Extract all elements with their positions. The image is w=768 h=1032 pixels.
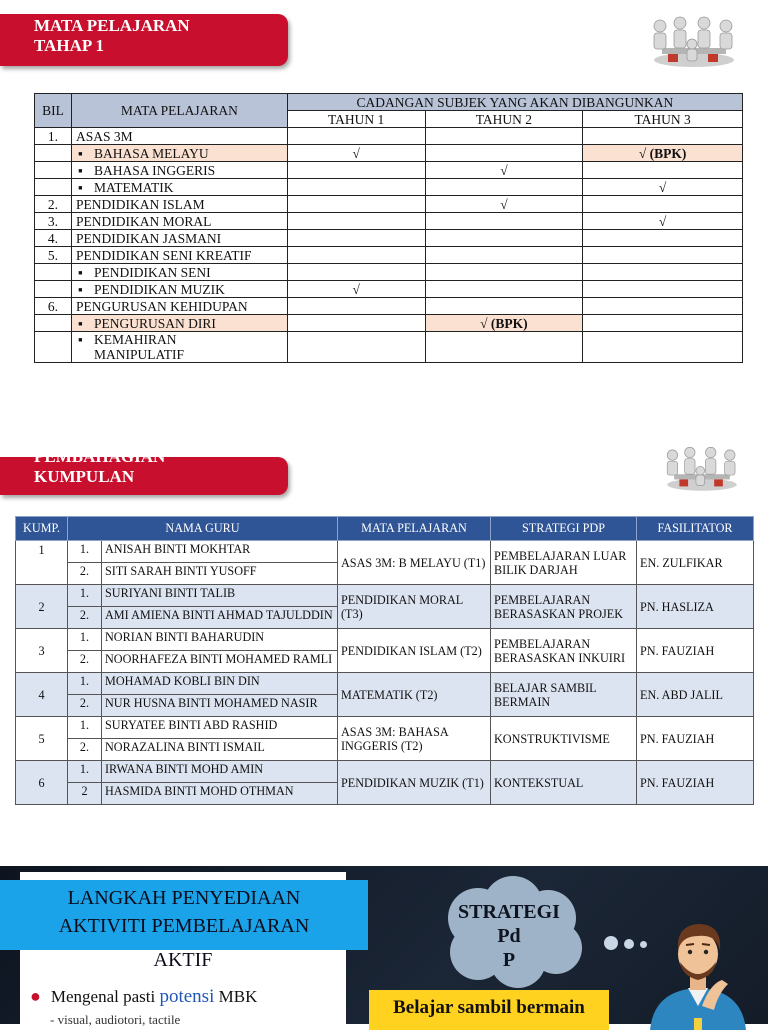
cell-t2 bbox=[425, 247, 583, 264]
cell-strategy: PEMBELAJARAN BERASASKAN INKUIRI bbox=[491, 629, 637, 673]
cell-t2 bbox=[425, 145, 583, 162]
title-line: TAHAP 1 bbox=[34, 36, 105, 55]
cell-t1 bbox=[287, 179, 425, 196]
cell-t2 bbox=[425, 264, 583, 281]
cell-t1 bbox=[287, 196, 425, 213]
cell-strategy: KONTEKSTUAL bbox=[491, 761, 637, 805]
cell-member-name: IRWANA BINTI MOHD AMIN bbox=[102, 761, 338, 783]
bullet-text: Mengenal pasti bbox=[50, 987, 160, 1006]
cell-t1 bbox=[287, 247, 425, 264]
square-bullet-icon: ▪ bbox=[77, 332, 83, 347]
cell-t2 bbox=[425, 298, 583, 315]
square-bullet-icon: ▪ bbox=[77, 315, 83, 331]
cell-bil bbox=[35, 264, 72, 281]
cell-t3 bbox=[583, 281, 743, 298]
cell-t1 bbox=[287, 298, 425, 315]
bullet-subtext: - visual, audiotori, tactile bbox=[50, 1012, 181, 1027]
square-bullet-icon: ▪ bbox=[77, 162, 83, 178]
cloud-line: STRATEGI bbox=[458, 901, 560, 923]
table-row bbox=[35, 196, 743, 213]
cell-strategy: PEMBELAJARAN BERASASKAN PROJEK bbox=[491, 585, 637, 629]
cell-kump: 2 bbox=[16, 585, 68, 629]
cell-bil bbox=[35, 179, 72, 196]
cell-member-no: 2. bbox=[68, 695, 102, 717]
cell-subject bbox=[71, 298, 287, 315]
cell-member-name: NORAZALINA BINTI ISMAIL bbox=[102, 739, 338, 761]
cell-t3 bbox=[583, 196, 743, 213]
square-bullet-icon: ▪ bbox=[77, 281, 83, 297]
cell-member-name: NORIAN BINTI BAHARUDIN bbox=[102, 629, 338, 651]
cell-facilitator: EN. ABD JALIL bbox=[637, 673, 754, 717]
cell-t1 bbox=[287, 315, 425, 332]
cell-subject bbox=[71, 264, 287, 281]
cell-member-name: ANISAH BINTI MOKHTAR bbox=[102, 541, 338, 563]
cell-strategy: KONSTRUKTIVISME bbox=[491, 717, 637, 761]
cell-subject bbox=[71, 247, 287, 264]
cell-member-no: 2. bbox=[68, 739, 102, 761]
cell-member-no: 2. bbox=[68, 651, 102, 673]
table-row bbox=[35, 230, 743, 247]
table-row bbox=[16, 629, 754, 651]
cell-subject bbox=[71, 128, 287, 145]
strategy-label-box: Belajar sambil bermain bbox=[369, 990, 609, 1030]
subject-label: PENDIDIKAN SENI bbox=[93, 264, 211, 280]
cell-t2: √ (BPK) bbox=[425, 315, 583, 332]
cell-t3: √ (BPK) bbox=[583, 145, 743, 162]
cell-t1 bbox=[287, 128, 425, 145]
cell-member-no: 2. bbox=[68, 563, 102, 585]
subject-label: PENGURUSAN DIRI bbox=[93, 315, 216, 331]
cell-t3 bbox=[583, 298, 743, 315]
cell-bil: 3. bbox=[35, 213, 72, 230]
cell-bil: 6. bbox=[35, 298, 72, 315]
cell-facilitator: PN. FAUZIAH bbox=[637, 629, 754, 673]
cell-subject bbox=[71, 162, 287, 179]
cell-member-no: 2 bbox=[68, 783, 102, 805]
cell-strategy: PEMBELAJARAN LUAR BILIK DARJAH bbox=[491, 541, 637, 585]
cell-t1: √ bbox=[287, 145, 425, 162]
col-header-subject: MATA PELAJARAN bbox=[71, 94, 287, 128]
cell-member-no: 1. bbox=[68, 761, 102, 783]
cell-subject bbox=[71, 230, 287, 247]
table-row bbox=[16, 673, 754, 695]
cell-subject bbox=[71, 315, 287, 332]
cell-bil bbox=[35, 281, 72, 298]
cell-t1 bbox=[287, 230, 425, 247]
cell-t1: √ bbox=[287, 281, 425, 298]
cell-subject bbox=[71, 332, 287, 363]
square-bullet-icon: ▪ bbox=[77, 179, 83, 195]
cell-facilitator: PN. HASLIZA bbox=[637, 585, 754, 629]
cell-subject bbox=[71, 196, 287, 213]
cell-t3 bbox=[583, 128, 743, 145]
section-title-pembahagian-kumpulan bbox=[0, 447, 288, 495]
cell-t3: √ bbox=[583, 179, 743, 196]
subject-label: PENDIDIKAN MORAL bbox=[75, 213, 212, 229]
bullet-dot-icon: ● bbox=[30, 986, 41, 1006]
cell-member-name: NOORHAFEZA BINTI MOHAMED RAMLI bbox=[102, 651, 338, 673]
table-row bbox=[35, 128, 743, 145]
cell-bil: 1. bbox=[35, 128, 72, 145]
subject-label: KEMAHIRAN MANIPULATIF bbox=[93, 332, 184, 362]
cell-member-name: SURYATEE BINTI ABD RASHID bbox=[102, 717, 338, 739]
cell-subject: ASAS 3M: B MELAYU (T1) bbox=[338, 541, 491, 585]
cell-kump: 4 bbox=[16, 673, 68, 717]
square-bullet-icon: ▪ bbox=[77, 264, 83, 280]
people-meeting-icon bbox=[662, 444, 742, 494]
cell-t2 bbox=[425, 281, 583, 298]
table-row bbox=[35, 179, 743, 196]
table-row bbox=[35, 281, 743, 298]
cell-t2 bbox=[425, 179, 583, 196]
subject-label: PENDIDIKAN JASMANI bbox=[75, 230, 222, 246]
cell-member-name: MOHAMAD KOBLI BIN DIN bbox=[102, 673, 338, 695]
group-division-table bbox=[15, 516, 754, 805]
cell-bil: 5. bbox=[35, 247, 72, 264]
cloud-line: P bbox=[502, 949, 516, 971]
people-meeting-icon bbox=[648, 14, 740, 70]
cell-strategy: BELAJAR SAMBIL BERMAIN bbox=[491, 673, 637, 717]
cell-subject: PENDIDIKAN MUZIK (T1) bbox=[338, 761, 491, 805]
square-bullet-icon: ▪ bbox=[77, 145, 83, 161]
table-row bbox=[35, 332, 743, 363]
cell-t2 bbox=[425, 230, 583, 247]
cell-bil bbox=[35, 315, 72, 332]
col-header-mp: MATA PELAJARAN bbox=[338, 517, 491, 541]
subject-label: BAHASA INGGERIS bbox=[93, 162, 216, 178]
cell-t3 bbox=[583, 315, 743, 332]
table-row bbox=[35, 315, 743, 332]
cell-t3 bbox=[583, 247, 743, 264]
cell-subject bbox=[71, 281, 287, 298]
bullet-item bbox=[30, 986, 257, 1008]
cell-member-name: SITI SARAH BINTI YUSOFF bbox=[102, 563, 338, 585]
cell-t3 bbox=[583, 264, 743, 281]
table-row bbox=[35, 264, 743, 281]
cell-subject: ASAS 3M: BAHASA INGGERIS (T2) bbox=[338, 717, 491, 761]
table-row bbox=[35, 145, 743, 162]
title-line: PEMBAHAGIAN bbox=[34, 447, 166, 466]
cell-member-name: HASMIDA BINTI MOHD OTHMAN bbox=[102, 783, 338, 805]
cell-subject: PENDIDIKAN MORAL (T3) bbox=[338, 585, 491, 629]
col-header-group: CADANGAN SUBJEK YANG AKAN DIBANGUNKAN bbox=[287, 94, 742, 111]
table-row bbox=[35, 213, 743, 230]
subject-label: BAHASA MELAYU bbox=[93, 145, 209, 161]
cell-bil bbox=[35, 332, 72, 363]
cloud-label bbox=[448, 900, 570, 972]
subject-label: PENDIDIKAN ISLAM bbox=[75, 196, 205, 212]
cell-bil: 2. bbox=[35, 196, 72, 213]
col-header-guru: NAMA GURU bbox=[68, 517, 338, 541]
cloud-line: Pd bbox=[497, 925, 521, 947]
cell-t1 bbox=[287, 162, 425, 179]
table-row bbox=[35, 162, 743, 179]
col-header-kump: KUMP. bbox=[16, 517, 68, 541]
cell-member-no: 1. bbox=[68, 673, 102, 695]
cell-member-no: 1. bbox=[68, 629, 102, 651]
thinking-man-icon bbox=[640, 910, 756, 1030]
cell-member-name: AMI AMIENA BINTI AHMAD TAJULDDIN bbox=[102, 607, 338, 629]
cell-t2 bbox=[425, 332, 583, 363]
cell-kump: 5 bbox=[16, 717, 68, 761]
subject-label: PENDIDIKAN MUZIK bbox=[93, 281, 225, 297]
steps-title-box bbox=[0, 880, 368, 950]
cell-t1 bbox=[287, 264, 425, 281]
subject-label: PENDIDIKAN SENI KREATIF bbox=[75, 247, 252, 263]
cell-bil: 4. bbox=[35, 230, 72, 247]
cell-kump: 6 bbox=[16, 761, 68, 805]
cell-t2: √ bbox=[425, 196, 583, 213]
table-row bbox=[16, 541, 754, 563]
cell-member-no: 1. bbox=[68, 585, 102, 607]
col-header-fasilitator: FASILITATOR bbox=[637, 517, 754, 541]
bullet-text: MBK bbox=[214, 987, 258, 1006]
col-header-strategi: STRATEGI PDP bbox=[491, 517, 637, 541]
cell-member-name: SURIYANI BINTI TALIB bbox=[102, 585, 338, 607]
bullet-highlight: potensi bbox=[159, 986, 215, 1007]
title-line: MATA PELAJARAN bbox=[34, 16, 190, 35]
cell-t3 bbox=[583, 162, 743, 179]
cell-t2: √ bbox=[425, 162, 583, 179]
cell-kump: 3 bbox=[16, 629, 68, 673]
thought-dot-icon bbox=[604, 936, 618, 950]
strategy-slide-panel bbox=[0, 866, 768, 1027]
table-row bbox=[16, 585, 754, 607]
cell-subject: PENDIDIKAN ISLAM (T2) bbox=[338, 629, 491, 673]
subject-label: ASAS 3M bbox=[75, 128, 133, 144]
cell-t2 bbox=[425, 128, 583, 145]
section-title-mata-pelajaran bbox=[0, 14, 288, 66]
cell-t3: √ bbox=[583, 213, 743, 230]
cell-subject bbox=[71, 213, 287, 230]
cell-facilitator: PN. FAUZIAH bbox=[637, 717, 754, 761]
cell-member-no: 1. bbox=[68, 717, 102, 739]
col-header-tahun1: TAHUN 1 bbox=[287, 111, 425, 128]
cell-subject bbox=[71, 179, 287, 196]
table-row bbox=[35, 247, 743, 264]
cell-subject: MATEMATIK (T2) bbox=[338, 673, 491, 717]
cell-member-name: NUR HUSNA BINTI MOHAMED NASIR bbox=[102, 695, 338, 717]
table-row bbox=[35, 298, 743, 315]
col-header-tahun2: TAHUN 2 bbox=[425, 111, 583, 128]
cell-bil bbox=[35, 162, 72, 179]
subject-label: PENGURUSAN KEHIDUPAN bbox=[75, 298, 248, 314]
cell-t1 bbox=[287, 332, 425, 363]
cell-member-no: 1. bbox=[68, 541, 102, 563]
title-line: AKTIF bbox=[153, 949, 213, 971]
table-row bbox=[16, 717, 754, 739]
col-header-tahun3: TAHUN 3 bbox=[583, 111, 743, 128]
cell-kump: 1 bbox=[16, 541, 68, 585]
cell-facilitator: EN. ZULFIKAR bbox=[637, 541, 754, 585]
cell-t2 bbox=[425, 213, 583, 230]
cell-member-no: 2. bbox=[68, 607, 102, 629]
title-line: LANGKAH PENYEDIAAN bbox=[67, 887, 301, 909]
col-header-bil: BIL bbox=[35, 94, 72, 128]
thought-dot-icon bbox=[624, 939, 634, 949]
title-line: KUMPULAN bbox=[34, 467, 135, 486]
table-row bbox=[16, 761, 754, 783]
cell-t3 bbox=[583, 230, 743, 247]
cell-subject bbox=[71, 145, 287, 162]
subject-label: MATEMATIK bbox=[93, 179, 174, 195]
cell-t1 bbox=[287, 213, 425, 230]
cell-t3 bbox=[583, 332, 743, 363]
title-line: AKTIVITI PEMBELAJARAN bbox=[58, 915, 310, 937]
subject-proposal-table bbox=[34, 93, 743, 363]
cell-facilitator: PN. FAUZIAH bbox=[637, 761, 754, 805]
cell-bil bbox=[35, 145, 72, 162]
